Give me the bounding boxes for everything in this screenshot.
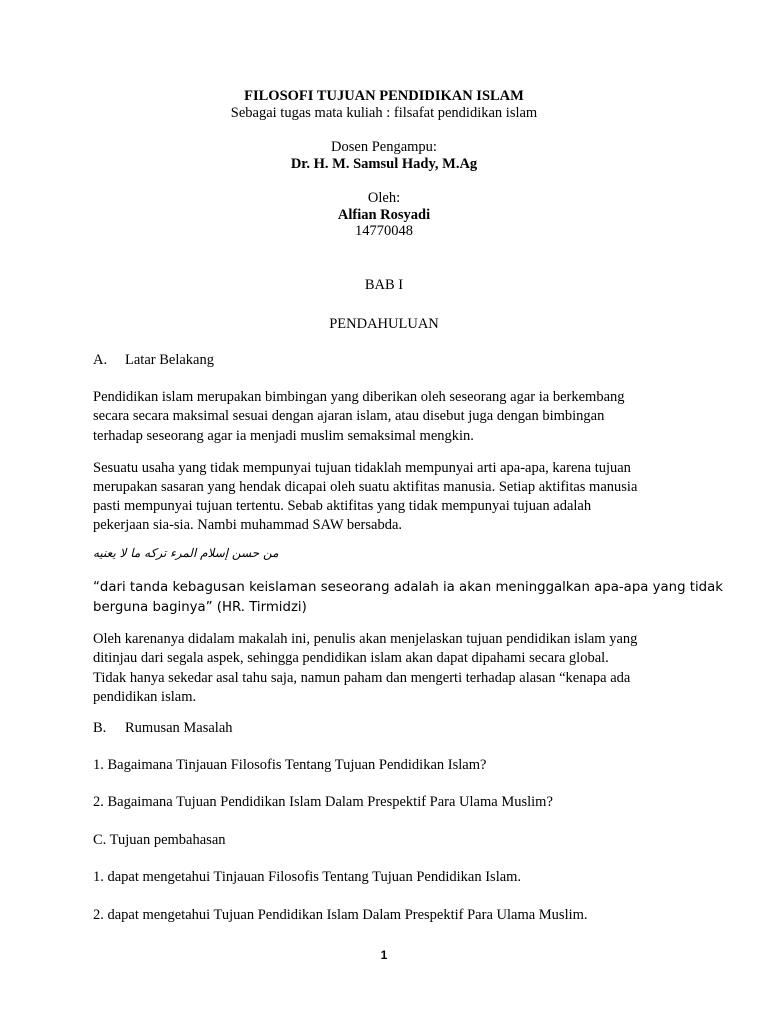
paragraph-line: merupakan sasaran yang hendak dicapai oleh suatu aktifitas manusia. Setiap aktifitas manusia: [93, 479, 638, 495]
section-b-title: Rumusan Masalah: [125, 720, 233, 736]
translation-line: berguna baginya” (HR. Tirmidzi): [93, 600, 307, 615]
paragraph-line: pekerjaan sia-sia. Nambi muhammad SAW bersabda.: [93, 517, 403, 533]
document-subtitle: Sebagai tugas mata kuliah : filsafat pendidikan islam: [230, 105, 538, 121]
section-a-marker: A.: [93, 352, 108, 368]
paragraph-line: pasti mempunyai tujuan tertentu. Sebab aktifitas yang tidak mempunyai tujuan adalah: [93, 498, 592, 514]
author-label: Oleh:: [367, 190, 401, 206]
chapter-number: BAB I: [364, 277, 404, 293]
page-number: 1: [380, 948, 388, 962]
lecturer-label: Dosen Pengampu:: [331, 139, 437, 155]
goal-item-2: 2. dapat mengetahui Tujuan Pendidikan Islam Dalam Prespektif Para Ulama Muslim.: [93, 907, 588, 923]
goal-item-1: 1. dapat mengetahui Tinjauan Filosofis Tentang Tujuan Pendidikan Islam.: [93, 869, 522, 885]
author-name: Alfian Rosyadi: [337, 207, 431, 223]
paragraph-line: Tidak hanya sekedar asal tahu saja, namun paham dan mengerti terhadap alasan “kenapa ada: [93, 670, 631, 686]
paragraph-line: Pendidikan islam merupakan bimbingan yang diberikan oleh seseorang agar ia berkembang: [93, 389, 625, 405]
paragraph-line: Oleh karenanya didalam makalah ini, penulis akan menjelaskan tujuan pendidikan islam yang: [93, 631, 638, 647]
paragraph-line: Sesuatu usaha yang tidak mempunyai tujuan tidaklah mempunyai arti apa-apa, karena tujuan: [93, 460, 631, 476]
paragraph-line: pendidikan islam.: [93, 689, 197, 705]
section-a-heading: [93, 351, 214, 369]
paragraph-line: terhadap seseorang agar ia menjadi muslim semaksimal mengkin.: [93, 428, 474, 444]
problem-item-1: 1. Bagaimana Tinjauan Filosofis Tentang Tujuan Pendidikan Islam?: [93, 757, 487, 773]
problem-item-2: 2. Bagaimana Tujuan Pendidikan Islam Dalam Prespektif Para Ulama Muslim?: [93, 794, 553, 810]
lecturer-name: Dr. H. M. Samsul Hady, M.Ag: [290, 156, 478, 172]
arabic-hadith: من حسن إسلام المرء تركه ما لا يعنيه: [93, 546, 279, 560]
section-c-heading: C. Tujuan pembahasan: [93, 832, 226, 848]
document-title: FILOSOFI TUJUAN PENDIDIKAN ISLAM: [244, 88, 524, 104]
paragraph-line: secara secara maksimal sesuai dengan ajaran islam, atau disebut juga dengan bimbingan: [93, 408, 605, 424]
section-b-marker: B.: [93, 720, 107, 736]
chapter-title: PENDAHULUAN: [329, 316, 439, 332]
section-a-title: Latar Belakang: [125, 352, 214, 368]
paragraph-line: ditinjau dari segala aspek, sehingga pendidikan islam akan dapat dipahami secara global.: [93, 650, 609, 666]
translation-line: “dari tanda kebagusan keislaman seseorang adalah ia akan meninggalkan apa-apa yang tidak: [93, 580, 723, 595]
section-b-heading: [93, 719, 233, 737]
author-id: 14770048: [355, 223, 413, 239]
